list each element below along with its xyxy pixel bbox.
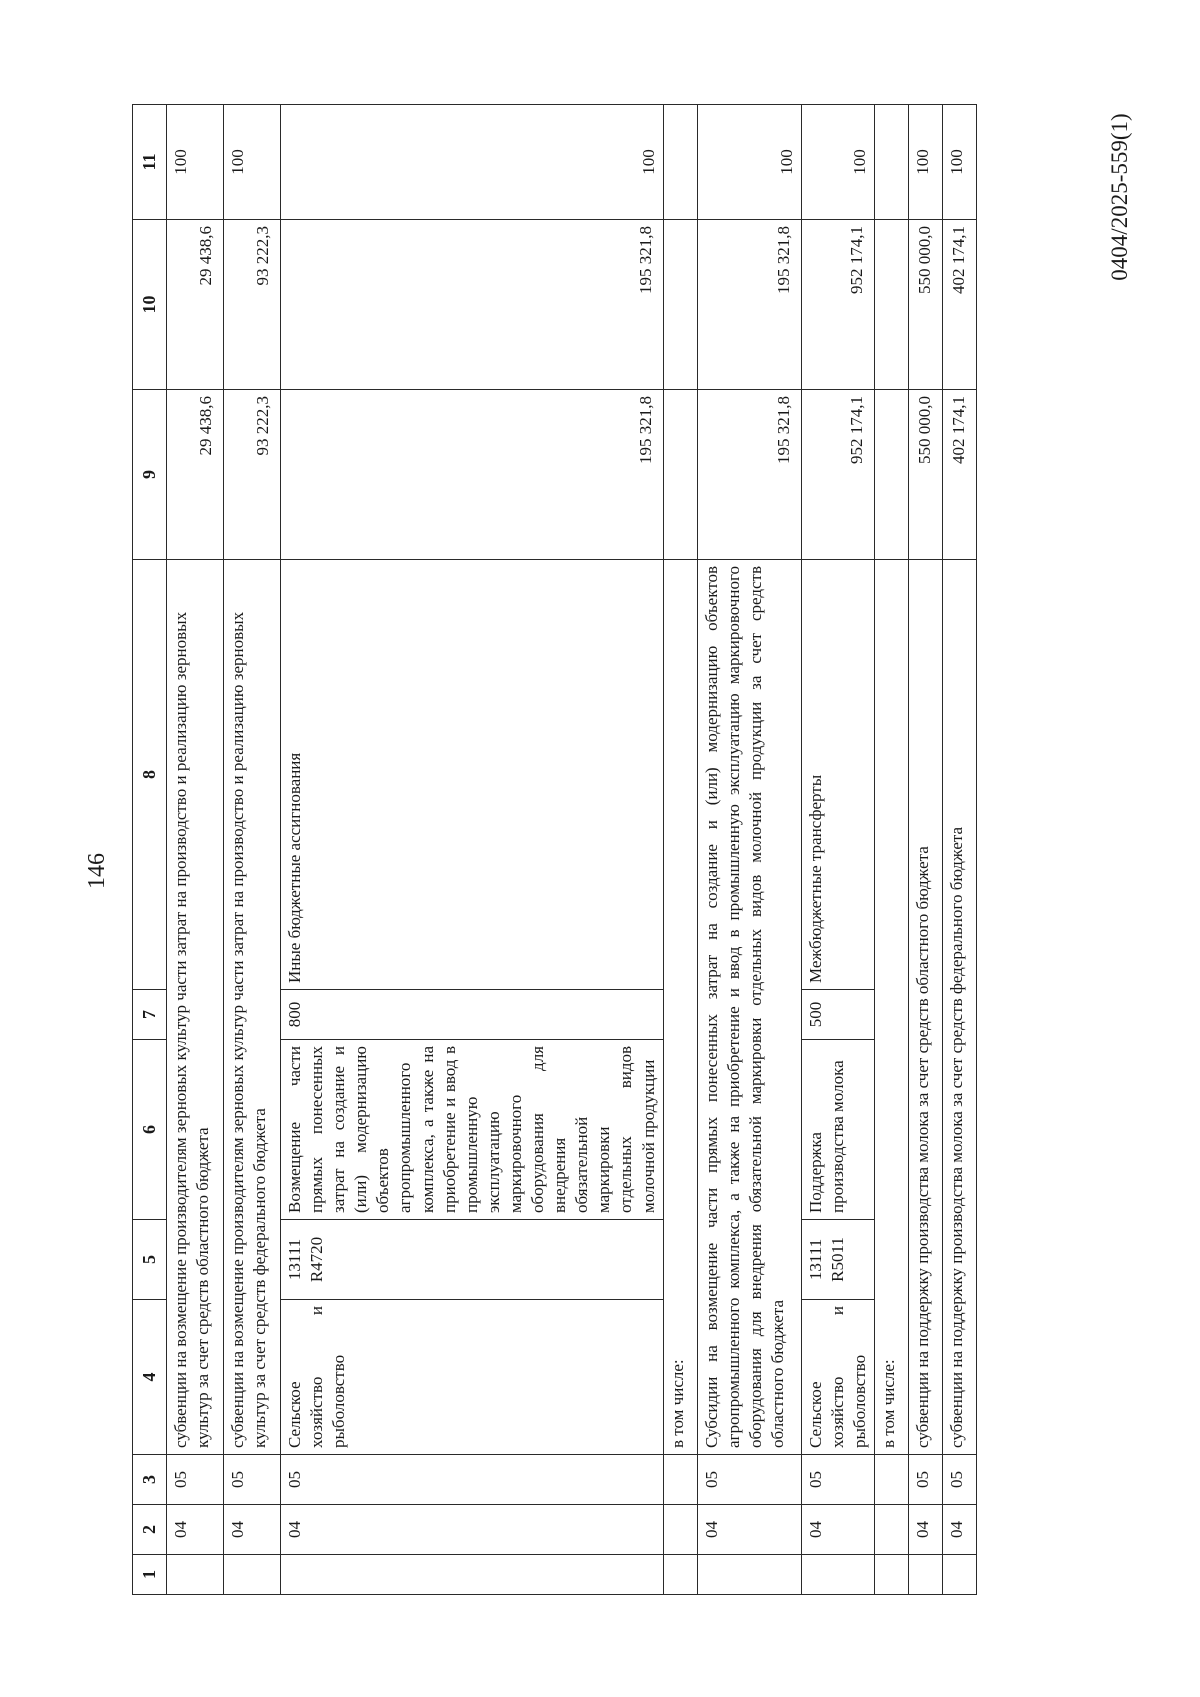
amount-plan: 93 222,3 <box>224 390 281 560</box>
subsection-code: 05 <box>697 1455 801 1505</box>
percent: 100 <box>281 105 664 220</box>
amount-actual: 29 438,6 <box>167 220 224 390</box>
table-row <box>167 105 224 1595</box>
cell <box>281 1555 664 1595</box>
header-cell: 4 <box>133 1300 167 1455</box>
header-cell: 3 <box>133 1455 167 1505</box>
amount-actual: 93 222,3 <box>224 220 281 390</box>
expense-type-name: Межбюджетные трансферты <box>801 560 874 990</box>
branch-name: Сельское хозяйство и рыболовство <box>801 1300 874 1455</box>
cell <box>663 390 697 560</box>
section-code: 04 <box>801 1505 874 1555</box>
table-row <box>801 105 874 1595</box>
branch-name: Сельское хозяйство и рыболовство <box>281 1300 664 1455</box>
subsection-code: 05 <box>281 1455 664 1505</box>
budget-table-rotated <box>132 105 977 1595</box>
amount-actual: 550 000,0 <box>908 220 942 390</box>
cell <box>874 1455 908 1505</box>
subsection-code: 05 <box>908 1455 942 1505</box>
section-code: 04 <box>908 1505 942 1555</box>
table-row <box>697 105 801 1595</box>
cell <box>663 1455 697 1505</box>
amount-plan: 29 438,6 <box>167 390 224 560</box>
expense-type-name: Иные бюджетные ассигнования <box>281 560 664 990</box>
cell <box>663 105 697 220</box>
section-code: 04 <box>697 1505 801 1555</box>
subsection-code: 05 <box>801 1455 874 1505</box>
subsection-code: 05 <box>942 1455 976 1505</box>
percent: 100 <box>908 105 942 220</box>
target-article-code: 13111 R4720 <box>281 1220 664 1300</box>
header-cell: 8 <box>133 560 167 990</box>
cell <box>874 1555 908 1595</box>
target-article-name: Поддержка производства молока <box>801 1040 874 1220</box>
header-cell: 7 <box>133 990 167 1040</box>
cell <box>224 1555 281 1595</box>
target-article-name: Возмещение части прямых понесенных затрат на создание и (или) модернизацию объектов агропромышленного комплекса, а также на приобретение и ввод в промышленную эксплуатацию маркировочного оборудования для внедрения обязательной маркировки отдельных видов молочной продукции <box>281 1040 664 1220</box>
row-description: субвенции на возмещение производителям зерновых культур части затрат на производство и реализацию зерновых культур за счет средств областного бюджета <box>167 560 224 1455</box>
amount-actual: 195 321,8 <box>697 220 801 390</box>
percent: 100 <box>224 105 281 220</box>
row-description: субвенции на поддержку производства молока за счет средств федерального бюджета <box>942 560 976 1455</box>
header-row <box>133 105 167 1595</box>
row-description: в том числе: <box>874 560 908 1455</box>
target-article-code: 13111 R5011 <box>801 1220 874 1300</box>
amount-plan: 195 321,8 <box>281 390 664 560</box>
header-cell: 2 <box>133 1505 167 1555</box>
table-row <box>874 105 908 1595</box>
row-description: в том числе: <box>663 560 697 1455</box>
table-row <box>942 105 976 1595</box>
cell <box>942 1555 976 1595</box>
section-code: 04 <box>942 1505 976 1555</box>
page-number: 146 <box>84 853 110 889</box>
cell <box>874 105 908 220</box>
header-cell: 1 <box>133 1555 167 1595</box>
amount-actual: 952 174,1 <box>801 220 874 390</box>
cell <box>874 1505 908 1555</box>
table-row <box>663 105 697 1595</box>
row-description: Субсидии на возмещение части прямых понесенных затрат на создание и (или) модернизацию объектов агропромышленного комплекса, а также на приобретение и ввод в промышленную эксплуатацию маркировочного оборудования для внедрения обязательной маркировки отдельных видов молочной продукции за счет средств областного бюджета <box>697 560 801 1455</box>
expense-type-code: 500 <box>801 990 874 1040</box>
section-code: 04 <box>167 1505 224 1555</box>
cell <box>874 220 908 390</box>
amount-plan: 550 000,0 <box>908 390 942 560</box>
cell <box>167 1555 224 1595</box>
header-cell: 11 <box>133 105 167 220</box>
cell <box>663 1505 697 1555</box>
row-description: субвенции на возмещение производителям зерновых культур части затрат на производство и реализацию зерновых культур за счет средств федерального бюджета <box>224 560 281 1455</box>
expense-type-code: 800 <box>281 990 664 1040</box>
header-cell: 9 <box>133 390 167 560</box>
header-cell: 6 <box>133 1040 167 1220</box>
table-row <box>281 105 664 1595</box>
cell <box>663 220 697 390</box>
cell <box>801 1555 874 1595</box>
header-cell: 5 <box>133 1220 167 1300</box>
cell <box>697 1555 801 1595</box>
percent: 100 <box>167 105 224 220</box>
section-code: 04 <box>224 1505 281 1555</box>
amount-actual: 402 174,1 <box>942 220 976 390</box>
table-row <box>224 105 281 1595</box>
percent: 100 <box>942 105 976 220</box>
cell <box>874 390 908 560</box>
amount-actual: 195 321,8 <box>281 220 664 390</box>
row-description: субвенции на поддержку производства молока за счет средств областного бюджета <box>908 560 942 1455</box>
section-code: 04 <box>281 1505 664 1555</box>
amount-plan: 402 174,1 <box>942 390 976 560</box>
cell <box>908 1555 942 1595</box>
document-code: 0404/2025-559(1) <box>1107 113 1132 281</box>
percent: 100 <box>801 105 874 220</box>
amount-plan: 952 174,1 <box>801 390 874 560</box>
table-row <box>908 105 942 1595</box>
percent: 100 <box>697 105 801 220</box>
header-cell: 10 <box>133 220 167 390</box>
budget-table <box>132 104 977 1595</box>
subsection-code: 05 <box>224 1455 281 1505</box>
subsection-code: 05 <box>167 1455 224 1505</box>
cell <box>663 1555 697 1595</box>
amount-plan: 195 321,8 <box>697 390 801 560</box>
